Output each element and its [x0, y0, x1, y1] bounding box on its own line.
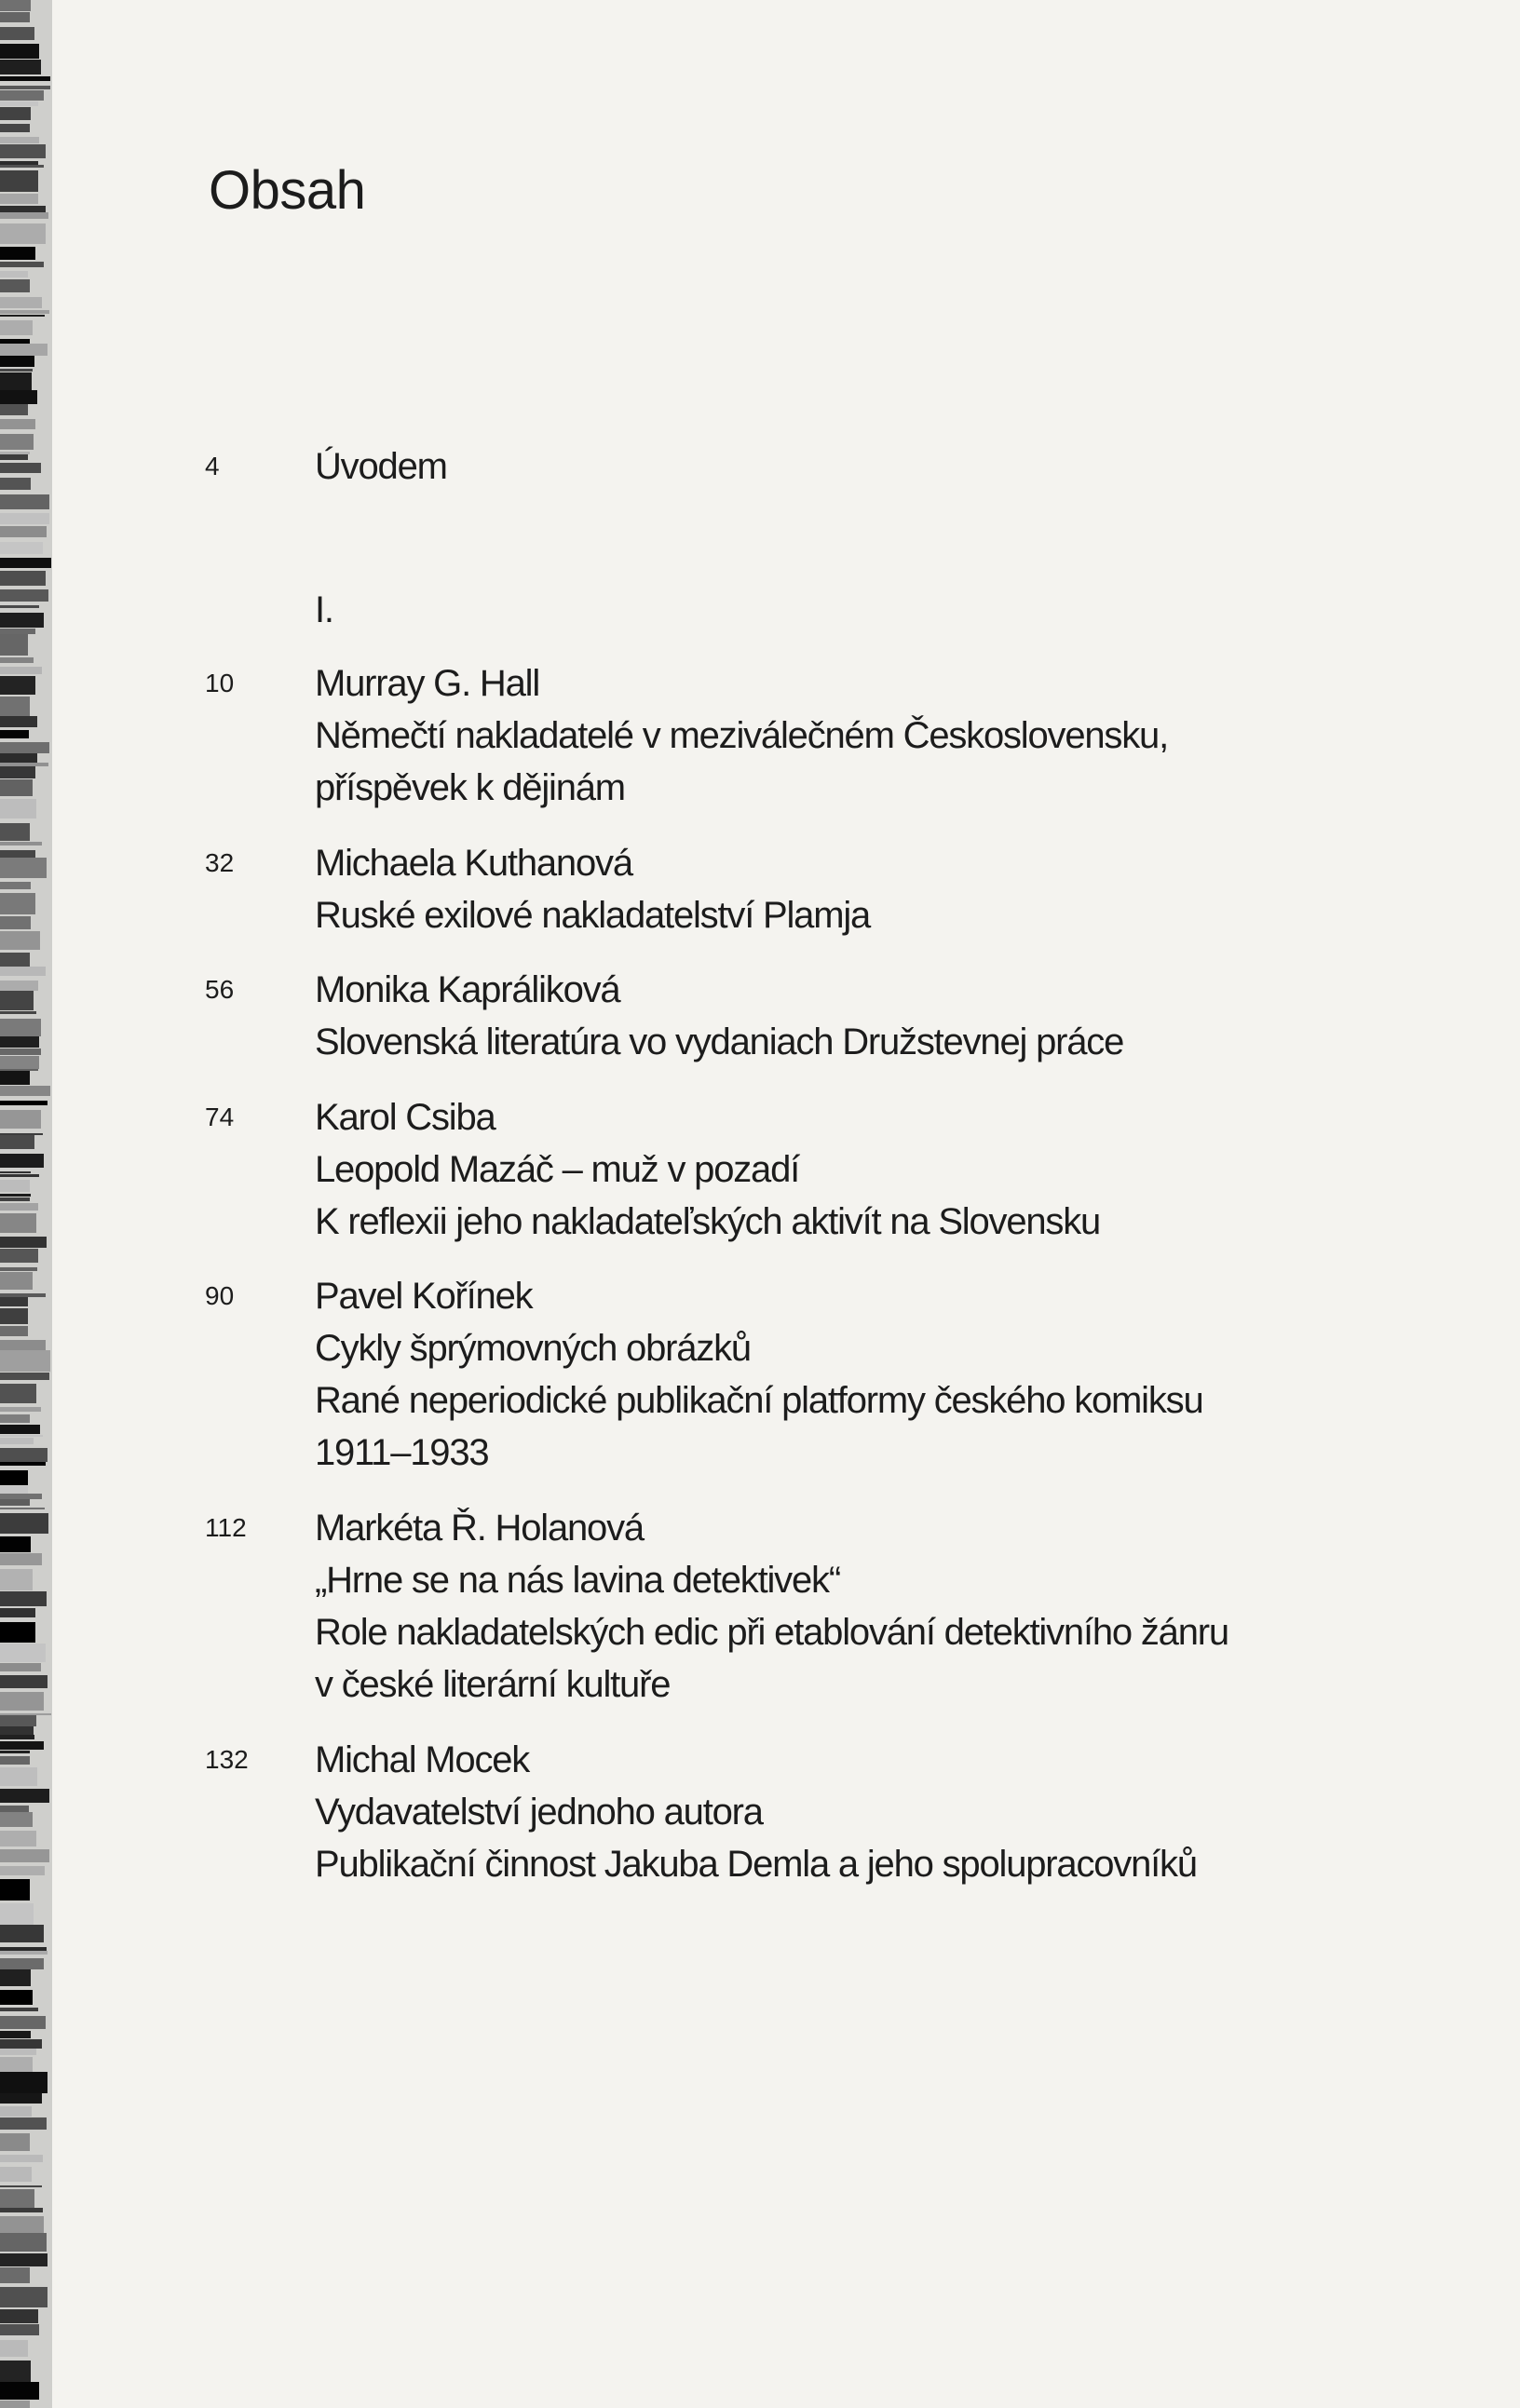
scanner-stripe — [0, 850, 35, 858]
scanner-stripe — [0, 763, 48, 766]
entry-lines — [315, 1734, 1479, 1890]
scanner-stripe — [0, 279, 30, 292]
scanner-stripe — [0, 1812, 33, 1827]
scanner-stripe — [0, 1154, 44, 1168]
scanner-stripe — [0, 2233, 47, 2252]
scanner-stripe — [0, 1373, 49, 1380]
entry-title: příspěvek k dějinám — [315, 767, 625, 808]
scanner-stripe — [0, 310, 49, 314]
scanner-stripe — [0, 657, 34, 663]
scanner-stripe — [0, 2189, 34, 2208]
scanner-stripe — [0, 799, 36, 818]
scanner-stripe — [0, 1249, 38, 1263]
scanner-stripe — [0, 2216, 44, 2233]
entry-subtitle: Rané neperiodické publikační platformy českého komiksu — [315, 1380, 1203, 1421]
scanner-stripe — [0, 1513, 48, 1534]
scanner-stripe — [0, 1425, 40, 1434]
scanner-stripe — [0, 137, 39, 143]
scanner-stripe — [0, 369, 33, 372]
scanner-stripe — [0, 589, 48, 602]
scanner-stripe — [0, 823, 30, 841]
scanner-stripe — [0, 916, 31, 929]
scanner-stripe — [0, 2016, 46, 2029]
scanner-stripe — [0, 356, 34, 367]
scanner-stripe — [0, 1903, 34, 1925]
page-number: 74 — [205, 1103, 235, 1131]
entry-lines — [315, 1502, 1479, 1711]
scanner-stripe — [0, 44, 39, 59]
scanner-edge-artifact — [0, 0, 52, 2408]
entry-author: Karol Csiba — [315, 1097, 495, 1138]
page-number: 132 — [205, 1745, 249, 1774]
scanner-stripe — [0, 1267, 37, 1271]
scanner-stripe — [0, 1414, 30, 1423]
scanner-stripe — [0, 1494, 42, 1499]
scanner-stripe — [0, 1536, 31, 1552]
scanner-stripe — [0, 1293, 46, 1297]
entry-title: Vydavatelství jednoho autora — [315, 1792, 763, 1833]
scanner-stripe — [0, 1438, 34, 1444]
scanner-stripe — [0, 1470, 28, 1485]
page-number: 32 — [205, 848, 235, 877]
scanner-stripe — [0, 953, 30, 967]
scanner-stripe — [0, 1197, 30, 1201]
scanner-stripe — [0, 247, 35, 260]
scanner-stripe — [0, 339, 30, 344]
scanner-stripe — [0, 101, 38, 106]
scanner-stripe — [0, 1180, 30, 1192]
scanner-stripe — [0, 452, 30, 454]
scanner-stripe — [0, 315, 45, 317]
scanner-stripe — [0, 434, 34, 450]
entry-title: Slovenská literatúra vo vydaniach Družstevnej práce — [315, 1021, 1124, 1062]
scanner-stripe — [0, 320, 33, 335]
contents-heading: Obsah — [209, 160, 366, 221]
scanner-stripe — [0, 2049, 36, 2055]
scanner-stripe — [0, 1715, 36, 1726]
scanner-stripe — [0, 558, 51, 568]
scanner-stripe — [0, 12, 30, 22]
scanner-stripe — [0, 1110, 41, 1129]
scanner-stripe — [0, 605, 39, 608]
scanner-stripe — [0, 1326, 28, 1336]
scanner-stripe — [0, 2117, 47, 2130]
scanner-stripe — [0, 1789, 49, 1803]
scanner-stripe — [0, 2106, 32, 2117]
scanner-stripe — [0, 144, 46, 158]
scanner-stripe — [0, 1713, 51, 1715]
scanner-stripe — [0, 1741, 44, 1750]
scanner-stripe — [0, 991, 34, 1010]
scanner-stripe — [0, 931, 40, 950]
scanner-stripe — [0, 1174, 39, 1177]
scanner-stripe — [0, 766, 35, 778]
scanner-stripe — [0, 716, 37, 727]
scanner-stripe — [0, 1756, 30, 1765]
scanner-stripe — [0, 194, 38, 204]
scanner-stripe — [0, 454, 28, 460]
scanner-stripe — [0, 742, 49, 753]
scanner-stripe — [0, 842, 42, 846]
scanner-stripe — [0, 1735, 34, 1739]
scanner-stripe — [0, 76, 50, 81]
scanner-stripe — [0, 1947, 47, 1951]
entry-subtitle: Publikační činnost Jakuba Demla a jeho spolupracovníků — [315, 1844, 1197, 1885]
scanner-stripe — [0, 463, 41, 473]
scanner-stripe — [0, 1663, 41, 1671]
scanner-stripe — [0, 1608, 35, 1617]
scanner-stripe — [0, 372, 32, 390]
scanner-stripe — [0, 161, 38, 165]
scanner-stripe — [0, 2008, 38, 2011]
scanner-stripe — [0, 526, 47, 537]
scanner-stripe — [0, 1553, 42, 1565]
scanner-stripe — [0, 390, 37, 404]
scanner-stripe — [0, 1297, 28, 1306]
scanner-stripe — [0, 1831, 36, 1847]
scanner-stripe — [0, 967, 46, 976]
entry-author: Pavel Kořínek — [315, 1276, 533, 1317]
scanner-stripe — [0, 1056, 39, 1069]
scanner-stripe — [0, 1751, 30, 1753]
scanner-stripe — [0, 27, 34, 40]
scanner-stripe — [0, 1237, 47, 1248]
scanner-stripe — [0, 60, 41, 74]
scanner-stripe — [0, 1036, 39, 1048]
scanner-stripe — [0, 2253, 48, 2266]
scanner-stripe — [0, 1969, 31, 1986]
scanner-stripe — [0, 2039, 42, 2049]
scanner-stripe — [0, 2093, 42, 2104]
scanner-stripe — [0, 170, 38, 192]
scanner-stripe — [0, 1071, 30, 1085]
scanner-stripe — [0, 2072, 48, 2093]
scanner-stripe — [0, 1806, 29, 1812]
scanner-stripe — [0, 2324, 39, 2335]
scanner-stripe — [0, 1925, 44, 1942]
scanner-stripe — [0, 1086, 50, 1096]
scanner-stripe — [0, 542, 43, 554]
entry-lines — [315, 1270, 1479, 1479]
scanner-stripe — [0, 2057, 33, 2072]
scanner-stripe — [0, 1951, 48, 1955]
scanner-stripe — [0, 2401, 30, 2408]
scanner-stripe — [0, 730, 29, 738]
entry-subtitle: Role nakladatelských edic při etablování detektivního žánru — [315, 1612, 1228, 1653]
scanner-stripe — [0, 1569, 33, 1590]
scanner-stripe — [0, 676, 35, 695]
scanner-stripe — [0, 2287, 48, 2307]
scanner-stripe — [0, 1203, 38, 1211]
scanner-stripe — [0, 1591, 47, 1606]
scanner-stripe — [0, 0, 31, 11]
entry-title: „Hrne se na nás lavina detektivek“ — [315, 1560, 840, 1601]
scanner-stripe — [0, 1448, 48, 1462]
scanner-stripe — [0, 2361, 31, 2382]
scanner-stripe — [0, 1133, 43, 1135]
scanner-stripe — [0, 2133, 30, 2151]
scanner-stripe — [0, 344, 48, 356]
entry-title: Němečtí nakladatelé v meziválečném Československu, — [315, 715, 1168, 756]
scanner-stripe — [0, 1726, 34, 1735]
entry-author: Michaela Kuthanová — [315, 843, 632, 884]
scanner-stripe — [0, 206, 46, 212]
scanner-stripe — [0, 634, 28, 656]
scanner-stripe — [0, 1213, 36, 1233]
scanner-stripe — [0, 629, 35, 634]
scanner-stripe — [0, 1675, 48, 1688]
scanner-stripe — [0, 212, 48, 219]
entry-title: Úvodem — [315, 446, 447, 487]
scanner-stripe — [0, 1384, 36, 1403]
scanner-stripe — [0, 2185, 42, 2187]
entry-author: Monika Kapráliková — [315, 969, 620, 1010]
scanner-stripe — [0, 858, 47, 878]
scanner-stripe — [0, 1462, 46, 1466]
scanner-stripe — [0, 1866, 45, 1875]
scanner-stripe — [0, 1486, 28, 1494]
entry-title: Cykly šprýmovných obrázků — [315, 1328, 751, 1369]
scanner-stripe — [0, 1350, 50, 1372]
entry-subtitle: K reflexii jeho nakladateľských aktivít na Slovensku — [315, 1201, 1101, 1242]
scanner-stripe — [0, 404, 28, 415]
scanner-stripe — [0, 697, 30, 716]
scanner-stripe — [0, 1958, 44, 1969]
scanner-stripe — [0, 1340, 46, 1350]
entry-lines — [315, 837, 1479, 941]
scanner-stripe — [0, 1499, 30, 1506]
scanner-stripe — [0, 1272, 33, 1290]
scanner-stripe — [0, 1135, 34, 1149]
scanner-stripe — [0, 124, 30, 132]
entry-author: Murray G. Hall — [315, 663, 540, 704]
page-number: 10 — [205, 669, 235, 697]
scanner-stripe — [0, 1308, 28, 1324]
scanner-stripe — [0, 2309, 38, 2323]
page-number: 56 — [205, 975, 235, 1004]
scanner-stripe — [0, 2031, 31, 2038]
scanner-stripe — [0, 262, 44, 267]
scanner-stripe — [0, 667, 42, 674]
entry-lines — [315, 584, 1479, 636]
entry-lines — [315, 1091, 1479, 1248]
scanner-stripe — [0, 271, 28, 277]
entry-subtitle: v české literární kultuře — [315, 1664, 671, 1705]
scanner-stripe — [0, 1069, 38, 1071]
scanner-stripe — [0, 779, 33, 796]
scanner-stripe — [0, 1101, 48, 1105]
scanner-stripe — [0, 86, 50, 89]
scanner-stripe — [0, 1849, 49, 1862]
scanner-stripe — [0, 297, 42, 308]
entry-title: Ruské exilové nakladatelství Plamja — [315, 895, 871, 936]
scanner-stripe — [0, 1508, 45, 1509]
scanner-stripe — [0, 571, 46, 586]
page-number: 90 — [205, 1281, 235, 1310]
scanner-stripe — [0, 2208, 43, 2212]
scanner-stripe — [0, 1194, 31, 1197]
scanner-stripe — [0, 478, 31, 490]
scanner-stripe — [0, 893, 35, 914]
scanner-stripe — [0, 1879, 30, 1901]
scanner-stripe — [0, 513, 49, 524]
scanner-stripe — [0, 1990, 33, 2005]
section-number: I. — [315, 589, 333, 630]
scanner-stripe — [0, 1019, 41, 1036]
page-number: 112 — [205, 1513, 247, 1542]
scanner-stripe — [0, 882, 31, 889]
scanner-stripe — [0, 1767, 37, 1786]
entry-lines — [315, 964, 1479, 1068]
scanner-stripe — [0, 1692, 44, 1711]
entry-subtitle: 1911–1933 — [315, 1432, 489, 1473]
scanner-stripe — [0, 981, 38, 991]
entry-author: Michal Mocek — [315, 1739, 530, 1780]
entry-author: Markéta Ř. Holanová — [315, 1508, 644, 1549]
scanner-stripe — [0, 2340, 28, 2357]
scanner-stripe — [0, 2267, 30, 2283]
entry-lines — [315, 657, 1479, 814]
scanner-stripe — [0, 1171, 31, 1173]
scanner-stripe — [0, 1644, 46, 1662]
scanner-stripe — [0, 1048, 41, 1055]
scanner-stripe — [0, 2155, 43, 2162]
scanner-stripe — [0, 1435, 43, 1437]
entry-lines — [315, 440, 1479, 493]
page-number: 4 — [205, 452, 220, 480]
scanner-stripe — [0, 494, 49, 509]
scanner-stripe — [0, 2382, 39, 2400]
scanner-stripe — [0, 419, 35, 429]
entry-title: Leopold Mazáč – muž v pozadí — [315, 1149, 800, 1190]
scanner-stripe — [0, 1011, 36, 1014]
scanner-stripe — [0, 107, 31, 120]
scanner-stripe — [0, 165, 44, 168]
scanner-stripe — [0, 753, 37, 763]
scanner-stripe — [0, 90, 44, 101]
scanner-stripe — [0, 2167, 32, 2182]
scanner-stripe — [0, 1407, 41, 1412]
scanner-stripe — [0, 223, 46, 244]
scanner-stripe — [0, 613, 44, 628]
scanner-stripe — [0, 1622, 35, 1643]
